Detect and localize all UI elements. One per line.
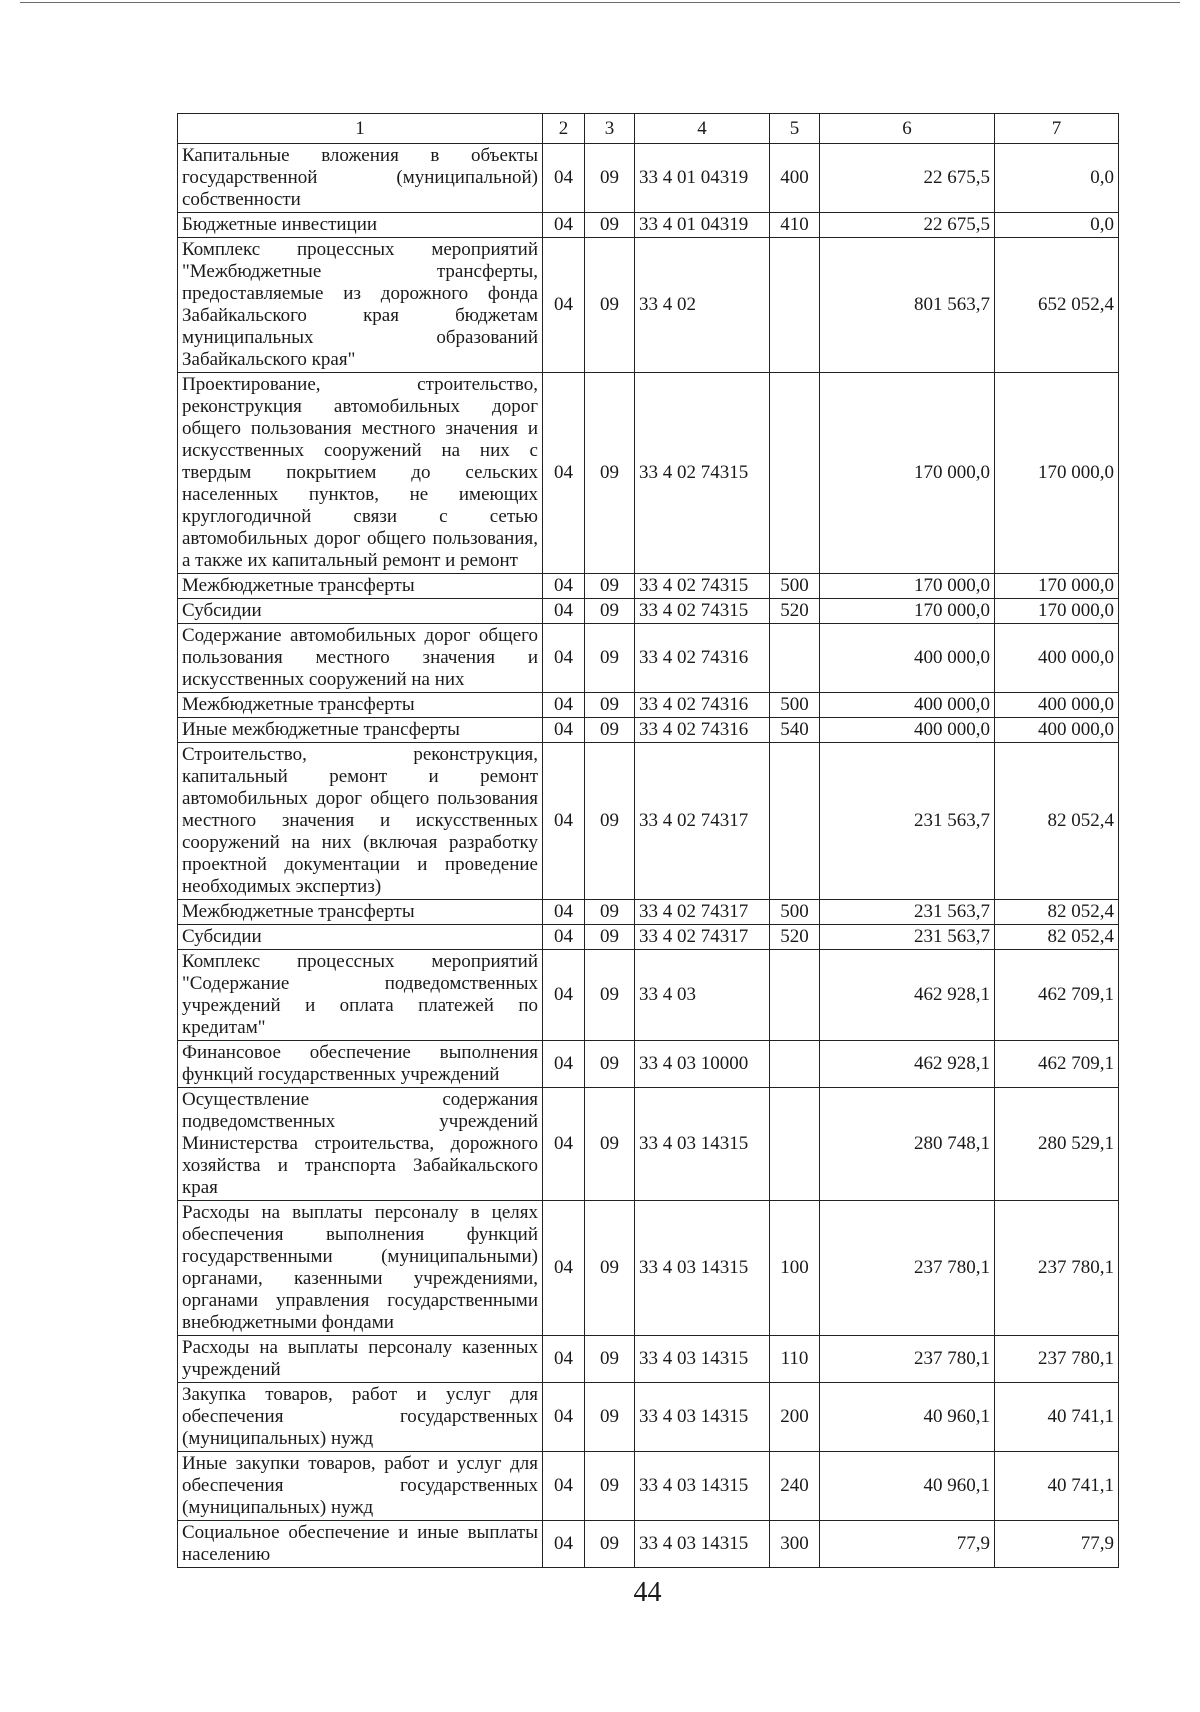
table-row [178,624,1119,693]
row-subsection: 09 [585,950,635,1041]
budget-table [177,113,1119,1568]
row-target-code: 33 4 03 [635,950,770,1041]
row-sum-2: 237 780,1 [995,1201,1119,1336]
row-subsection: 09 [585,144,635,213]
row-target-code: 33 4 03 14315 [635,1088,770,1201]
table-row [178,693,1119,718]
row-subsection: 09 [585,1041,635,1088]
row-expense-type: 500 [770,574,820,599]
row-name: Иные закупки товаров, работ и услуг для обеспечения государственных (муниципальных) нужд [178,1452,543,1521]
row-subsection: 09 [585,718,635,743]
row-sum-1: 170 000,0 [820,574,995,599]
row-sum-1: 22 675,5 [820,213,995,238]
table-row [178,1336,1119,1383]
row-sum-2: 40 741,1 [995,1383,1119,1452]
row-sum-2: 400 000,0 [995,718,1119,743]
row-section: 04 [543,1521,585,1568]
row-name: Финансовое обеспечение выполнения функций государственных учреждений [178,1041,543,1088]
table-row [178,950,1119,1041]
row-target-code: 33 4 02 74316 [635,718,770,743]
row-target-code: 33 4 02 74316 [635,624,770,693]
row-subsection: 09 [585,743,635,900]
row-sum-1: 22 675,5 [820,144,995,213]
row-sum-2: 82 052,4 [995,900,1119,925]
row-target-code: 33 4 02 74317 [635,743,770,900]
row-expense-type: 500 [770,900,820,925]
row-sum-1: 400 000,0 [820,718,995,743]
header-col-2: 2 [543,114,585,144]
row-target-code: 33 4 03 14315 [635,1383,770,1452]
row-sum-2: 77,9 [995,1521,1119,1568]
row-sum-1: 237 780,1 [820,1336,995,1383]
header-col-6: 6 [820,114,995,144]
row-subsection: 09 [585,624,635,693]
row-name: Комплекс процессных мероприятий "Содержание подведомственных учреждений и оплата платежей по кредитам" [178,950,543,1041]
row-sum-2: 170 000,0 [995,599,1119,624]
row-target-code: 33 4 02 74315 [635,574,770,599]
row-subsection: 09 [585,1452,635,1521]
row-section: 04 [543,574,585,599]
row-target-code: 33 4 02 74317 [635,925,770,950]
row-expense-type [770,743,820,900]
row-section: 04 [543,1088,585,1201]
row-sum-1: 237 780,1 [820,1201,995,1336]
row-expense-type: 200 [770,1383,820,1452]
table-row [178,1041,1119,1088]
table-row [178,1201,1119,1336]
row-subsection: 09 [585,1336,635,1383]
row-sum-1: 231 563,7 [820,743,995,900]
row-expense-type: 110 [770,1336,820,1383]
row-sum-2: 400 000,0 [995,624,1119,693]
row-target-code: 33 4 03 14315 [635,1336,770,1383]
row-target-code: 33 4 02 74315 [635,599,770,624]
row-sum-2: 82 052,4 [995,743,1119,900]
row-name: Межбюджетные трансферты [178,900,543,925]
row-target-code: 33 4 02 74317 [635,900,770,925]
row-sum-2: 170 000,0 [995,574,1119,599]
row-subsection: 09 [585,1088,635,1201]
row-subsection: 09 [585,238,635,373]
row-name: Межбюджетные трансферты [178,693,543,718]
table-row [178,1383,1119,1452]
row-subsection: 09 [585,213,635,238]
row-section: 04 [543,599,585,624]
row-expense-type: 520 [770,599,820,624]
scan-top-rule [20,2,1180,3]
row-sum-2: 280 529,1 [995,1088,1119,1201]
row-expense-type: 540 [770,718,820,743]
row-subsection: 09 [585,1383,635,1452]
row-name: Проектирование, строительство, реконструкция автомобильных дорог общего пользования местного значения и искусственных сооружений на них с твердым покрытием до сельских населенных пунктов, не имеющих круглогодичной связи с сетью автомобильных дорог общего пользования, а также их капитальный ремонт и ремонт [178,373,543,574]
row-subsection: 09 [585,925,635,950]
table-row [178,925,1119,950]
table-row [178,373,1119,574]
row-section: 04 [543,925,585,950]
table-row [178,1088,1119,1201]
header-col-3: 3 [585,114,635,144]
row-sum-1: 400 000,0 [820,693,995,718]
header-col-7: 7 [995,114,1119,144]
header-col-4: 4 [635,114,770,144]
row-name: Комплекс процессных мероприятий "Межбюджетные трансферты, предоставляемые из дорожного фонда Забайкальского края бюджетам муниципальных образований Забайкальского края" [178,238,543,373]
row-target-code: 33 4 03 14315 [635,1521,770,1568]
row-expense-type: 410 [770,213,820,238]
row-section: 04 [543,373,585,574]
row-sum-2: 0,0 [995,213,1119,238]
row-sum-1: 801 563,7 [820,238,995,373]
row-expense-type [770,373,820,574]
row-section: 04 [543,1201,585,1336]
row-name: Бюджетные инвестиции [178,213,543,238]
row-expense-type: 300 [770,1521,820,1568]
row-name: Субсидии [178,599,543,624]
row-sum-1: 40 960,1 [820,1383,995,1452]
row-name: Капитальные вложения в объекты государственной (муниципальной) собственности [178,144,543,213]
row-target-code: 33 4 01 04319 [635,213,770,238]
row-sum-2: 82 052,4 [995,925,1119,950]
row-target-code: 33 4 01 04319 [635,144,770,213]
row-expense-type [770,1088,820,1201]
row-subsection: 09 [585,1201,635,1336]
row-name: Строительство, реконструкция, капитальный ремонт и ремонт автомобильных дорог общего пользования местного значения и искусственных сооружений на них (включая разработку проектной документации и проведение необходимых экспертиз) [178,743,543,900]
row-sum-1: 231 563,7 [820,925,995,950]
row-sum-2: 652 052,4 [995,238,1119,373]
row-section: 04 [543,1452,585,1521]
row-expense-type [770,238,820,373]
row-subsection: 09 [585,1521,635,1568]
row-section: 04 [543,718,585,743]
row-target-code: 33 4 03 14315 [635,1452,770,1521]
table-row [178,144,1119,213]
row-expense-type [770,624,820,693]
row-sum-2: 237 780,1 [995,1336,1119,1383]
row-sum-1: 231 563,7 [820,900,995,925]
row-sum-2: 462 709,1 [995,1041,1119,1088]
header-col-1: 1 [178,114,543,144]
table-row [178,238,1119,373]
row-section: 04 [543,1336,585,1383]
row-name: Расходы на выплаты персоналу казенных учреждений [178,1336,543,1383]
row-target-code: 33 4 03 14315 [635,1201,770,1336]
table-row [178,718,1119,743]
row-sum-1: 462 928,1 [820,1041,995,1088]
row-sum-1: 77,9 [820,1521,995,1568]
table-row [178,900,1119,925]
row-expense-type [770,950,820,1041]
row-sum-1: 170 000,0 [820,599,995,624]
row-name: Субсидии [178,925,543,950]
row-target-code: 33 4 02 74315 [635,373,770,574]
row-sum-2: 400 000,0 [995,693,1119,718]
row-target-code: 33 4 02 [635,238,770,373]
row-expense-type: 240 [770,1452,820,1521]
row-name: Социальное обеспечение и иные выплаты населению [178,1521,543,1568]
table-row [178,574,1119,599]
row-section: 04 [543,624,585,693]
row-section: 04 [543,950,585,1041]
table-row [178,1521,1119,1568]
row-target-code: 33 4 03 10000 [635,1041,770,1088]
header-row [178,114,1119,144]
row-section: 04 [543,238,585,373]
row-subsection: 09 [585,693,635,718]
row-sum-1: 400 000,0 [820,624,995,693]
row-section: 04 [543,693,585,718]
row-sum-1: 280 748,1 [820,1088,995,1201]
page-number: 44 [633,1577,662,1608]
row-section: 04 [543,1383,585,1452]
table-row [178,1452,1119,1521]
row-subsection: 09 [585,599,635,624]
row-name: Расходы на выплаты персоналу в целях обеспечения выполнения функций государственными (муниципальными) органами, казенными учреждениями, органами управления государственными внебюджетными фондами [178,1201,543,1336]
row-section: 04 [543,1041,585,1088]
row-section: 04 [543,900,585,925]
row-expense-type: 500 [770,693,820,718]
header-col-5: 5 [770,114,820,144]
row-sum-1: 40 960,1 [820,1452,995,1521]
table-row [178,599,1119,624]
table-row [178,743,1119,900]
row-expense-type: 100 [770,1201,820,1336]
row-expense-type [770,1041,820,1088]
row-expense-type: 400 [770,144,820,213]
row-sum-2: 0,0 [995,144,1119,213]
row-section: 04 [543,743,585,900]
row-sum-2: 40 741,1 [995,1452,1119,1521]
row-subsection: 09 [585,574,635,599]
row-target-code: 33 4 02 74316 [635,693,770,718]
table-row [178,213,1119,238]
row-sum-2: 462 709,1 [995,950,1119,1041]
row-subsection: 09 [585,373,635,574]
row-subsection: 09 [585,900,635,925]
row-name: Межбюджетные трансферты [178,574,543,599]
row-section: 04 [543,144,585,213]
row-sum-1: 462 928,1 [820,950,995,1041]
row-expense-type: 520 [770,925,820,950]
row-name: Иные межбюджетные трансферты [178,718,543,743]
row-section: 04 [543,213,585,238]
row-name: Закупка товаров, работ и услуг для обеспечения государственных (муниципальных) нужд [178,1383,543,1452]
row-sum-1: 170 000,0 [820,373,995,574]
row-name: Осуществление содержания подведомственных учреждений Министерства строительства, дорожного хозяйства и транспорта Забайкальского края [178,1088,543,1201]
row-name: Содержание автомобильных дорог общего пользования местного значения и искусственных сооружений на них [178,624,543,693]
row-sum-2: 170 000,0 [995,373,1119,574]
